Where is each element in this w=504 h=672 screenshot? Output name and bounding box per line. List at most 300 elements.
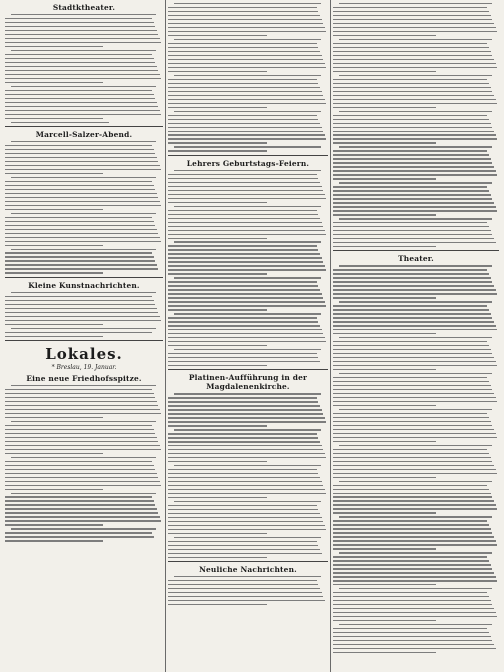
text-line <box>11 328 156 329</box>
text-line <box>168 604 267 605</box>
text-line <box>168 529 326 530</box>
text-line <box>333 536 494 537</box>
text-line <box>333 612 496 613</box>
text-line <box>168 329 322 330</box>
text-line <box>339 624 492 625</box>
text-line <box>333 198 492 199</box>
text-line <box>5 221 154 222</box>
text-line <box>168 584 318 585</box>
text-line <box>5 312 158 313</box>
text-line <box>333 19 492 20</box>
text-line <box>333 345 489 346</box>
text-line <box>5 320 161 321</box>
text-line <box>339 218 492 219</box>
text-line <box>168 23 323 24</box>
text-line <box>5 245 103 246</box>
text-line <box>333 473 497 474</box>
text-line <box>168 553 322 554</box>
text-line <box>168 489 325 490</box>
text-line <box>333 186 487 187</box>
text-line <box>5 78 161 79</box>
text-line <box>174 206 321 207</box>
text-line <box>168 210 317 211</box>
text-line <box>168 190 323 191</box>
text-line <box>333 166 494 167</box>
text-line <box>11 177 156 178</box>
text-line <box>333 365 497 366</box>
text-line <box>5 469 155 470</box>
text-line <box>5 336 103 337</box>
text-line <box>5 62 155 63</box>
text-line <box>5 90 152 91</box>
text-line <box>174 349 321 350</box>
text-line <box>333 222 487 223</box>
text-line <box>168 592 322 593</box>
text-line <box>333 43 487 44</box>
text-line <box>5 145 152 146</box>
text-line <box>5 102 157 103</box>
text-line <box>5 54 152 55</box>
text-line <box>5 157 157 158</box>
text-line <box>168 253 320 254</box>
text-line <box>168 99 325 100</box>
text-line <box>5 504 155 505</box>
text-line <box>333 528 491 529</box>
text-line <box>333 381 489 382</box>
text-line <box>333 309 489 310</box>
text-line <box>333 210 497 211</box>
text-line <box>339 111 492 112</box>
text-line <box>333 548 436 549</box>
text-line <box>5 268 158 269</box>
text-line <box>5 516 160 517</box>
text-line <box>168 269 326 270</box>
text-line <box>333 453 489 454</box>
text-line <box>168 273 267 274</box>
text-line <box>168 261 323 262</box>
text-line <box>168 493 326 494</box>
text-line <box>5 34 158 35</box>
text-line <box>5 225 155 226</box>
text-line <box>333 493 491 494</box>
text-line <box>333 214 436 215</box>
text-line <box>333 592 487 593</box>
text-line <box>168 525 325 526</box>
text-line <box>168 401 318 402</box>
text-line <box>5 453 103 454</box>
section-heading: Eine neue Friedhofsspitze. <box>26 373 142 383</box>
text-line <box>5 536 154 537</box>
text-line <box>168 226 323 227</box>
text-line <box>5 405 158 406</box>
text-line <box>5 437 157 438</box>
divider <box>5 340 163 341</box>
text-line <box>168 63 325 64</box>
text-line <box>333 556 487 557</box>
text-line <box>5 70 158 71</box>
text-line <box>168 131 323 132</box>
text-line <box>333 71 436 72</box>
column-rule <box>165 0 166 672</box>
text-line <box>5 316 160 317</box>
text-line <box>339 265 492 266</box>
text-line <box>11 122 109 123</box>
section-heading: Lehrers Geburtstags-Feiern. <box>186 158 310 168</box>
text-line <box>168 51 320 52</box>
text-line <box>333 269 487 270</box>
text-line <box>333 433 496 434</box>
text-line <box>168 249 318 250</box>
text-line <box>168 365 267 366</box>
text-line <box>11 86 156 87</box>
text-line <box>168 353 317 354</box>
text-line <box>168 127 322 128</box>
text-line <box>333 31 497 32</box>
text-line <box>333 123 491 124</box>
text-line <box>333 385 491 386</box>
text-line <box>333 170 496 171</box>
text-line <box>333 504 496 505</box>
section-heading: Platinen-Aufführung in der Magdalenenkirche. <box>188 373 308 392</box>
text-line <box>333 485 487 486</box>
text-line <box>168 214 318 215</box>
text-line <box>168 477 320 478</box>
text-line <box>11 528 156 529</box>
text-line <box>333 429 494 430</box>
text-line <box>333 584 436 585</box>
text-line <box>333 568 492 569</box>
text-line <box>333 512 436 513</box>
text-line <box>333 321 494 322</box>
text-line <box>333 465 494 466</box>
text-line <box>168 545 318 546</box>
text-line <box>168 238 267 239</box>
text-line <box>333 600 491 601</box>
text-line <box>168 497 267 498</box>
text-line <box>333 357 494 358</box>
text-line <box>168 186 322 187</box>
text-line <box>5 393 154 394</box>
text-line <box>168 31 326 32</box>
text-line <box>5 477 158 478</box>
text-line <box>168 174 317 175</box>
text-line <box>333 246 436 247</box>
text-line <box>333 107 436 108</box>
text-line <box>339 552 492 553</box>
text-line <box>339 373 492 374</box>
text-line <box>333 242 496 243</box>
text-line <box>168 301 325 302</box>
text-line <box>333 313 491 314</box>
text-line <box>168 485 323 486</box>
text-line <box>5 149 154 150</box>
text-line <box>174 393 321 394</box>
text-line <box>339 588 492 589</box>
text-line <box>5 308 157 309</box>
column-middle <box>168 0 328 672</box>
text-line <box>168 79 317 80</box>
text-line <box>333 297 436 298</box>
text-line <box>11 421 156 422</box>
text-line <box>5 304 155 305</box>
text-line <box>168 397 317 398</box>
text-line <box>333 154 489 155</box>
text-line <box>333 134 496 135</box>
text-line <box>168 134 325 135</box>
text-line <box>333 35 436 36</box>
text-line <box>333 99 496 100</box>
section-heading: Neuliche Nachrichten. <box>199 565 297 575</box>
column-rule <box>330 0 331 672</box>
text-line <box>333 115 487 116</box>
text-line <box>5 512 158 513</box>
text-line <box>5 332 152 333</box>
text-line <box>5 38 160 39</box>
divider <box>5 277 163 278</box>
section-heading: Marcell-Salzer-Abend. <box>35 129 133 139</box>
text-line <box>333 636 491 637</box>
text-line <box>168 509 318 510</box>
text-line <box>168 71 267 72</box>
text-line <box>5 82 103 83</box>
text-line <box>333 644 494 645</box>
text-line <box>168 281 317 282</box>
text-line <box>339 39 492 40</box>
text-line <box>333 333 436 334</box>
text-line <box>333 7 487 8</box>
text-line <box>333 95 494 96</box>
text-line <box>333 572 494 573</box>
text-line <box>5 524 103 525</box>
text-line <box>333 230 491 231</box>
text-line <box>5 508 157 509</box>
divider <box>333 250 499 251</box>
text-line <box>168 138 326 139</box>
text-line <box>5 153 155 154</box>
text-line <box>168 178 318 179</box>
text-line <box>339 337 492 338</box>
text-line <box>174 146 321 147</box>
text-line <box>5 98 155 99</box>
text-line <box>333 508 497 509</box>
text-line <box>168 218 320 219</box>
text-line <box>168 517 322 518</box>
text-line <box>333 457 491 458</box>
text-line <box>333 281 492 282</box>
text-line <box>168 222 322 223</box>
text-line <box>339 3 492 4</box>
text-line <box>5 252 152 253</box>
text-line <box>168 245 317 246</box>
text-line <box>333 55 492 56</box>
text-line <box>168 182 320 183</box>
text-line <box>5 189 155 190</box>
text-line <box>168 513 320 514</box>
text-line <box>333 138 497 139</box>
text-line <box>168 505 317 506</box>
text-line <box>333 652 436 653</box>
text-line <box>5 256 154 257</box>
text-line <box>168 43 317 44</box>
text-line <box>168 87 320 88</box>
text-line <box>333 23 494 24</box>
text-line <box>168 521 323 522</box>
text-line <box>168 445 322 446</box>
text-line <box>333 83 489 84</box>
text-line <box>168 19 322 20</box>
text-line <box>333 67 497 68</box>
text-line <box>333 59 494 60</box>
text-line <box>333 150 487 151</box>
text-line <box>5 197 158 198</box>
text-line <box>168 549 320 550</box>
text-line <box>168 333 323 334</box>
text-line <box>168 285 318 286</box>
text-line <box>5 46 103 47</box>
text-line <box>11 385 156 386</box>
text-line <box>333 178 436 179</box>
text-line <box>339 445 492 446</box>
text-line <box>5 324 103 325</box>
text-line <box>333 15 491 16</box>
text-line <box>333 349 491 350</box>
text-line <box>333 477 436 478</box>
text-line <box>168 27 325 28</box>
text-line <box>168 67 326 68</box>
text-line <box>168 150 267 151</box>
text-line <box>333 325 496 326</box>
text-line <box>333 119 489 120</box>
text-line <box>5 229 157 230</box>
text-line <box>168 533 267 534</box>
text-line <box>168 417 325 418</box>
text-line <box>5 441 158 442</box>
text-line <box>168 433 317 434</box>
text-line <box>5 110 160 111</box>
text-line <box>339 75 492 76</box>
local-section-title: Lokales. <box>45 344 123 363</box>
text-line <box>168 473 318 474</box>
text-line <box>168 198 326 199</box>
text-line <box>333 305 487 306</box>
text-line <box>5 413 161 414</box>
text-line <box>168 194 325 195</box>
text-line <box>168 55 322 56</box>
text-line <box>333 648 496 649</box>
text-line <box>333 524 489 525</box>
text-line <box>168 293 322 294</box>
text-line <box>333 206 496 207</box>
text-line <box>5 445 160 446</box>
text-line <box>168 453 325 454</box>
text-line <box>5 66 157 67</box>
text-line <box>333 329 497 330</box>
text-line <box>339 146 492 147</box>
text-line <box>333 449 487 450</box>
text-line <box>5 425 152 426</box>
text-line <box>168 83 318 84</box>
text-line <box>168 541 317 542</box>
text-line <box>168 35 267 36</box>
text-line <box>11 14 156 15</box>
text-line <box>5 165 160 166</box>
text-line <box>5 169 161 170</box>
text-line <box>168 405 320 406</box>
text-line <box>168 202 267 203</box>
text-line <box>339 301 492 302</box>
text-line <box>333 496 492 497</box>
text-line <box>168 234 326 235</box>
text-line <box>5 485 161 486</box>
text-line <box>174 429 321 430</box>
text-line <box>333 632 489 633</box>
text-line <box>168 588 320 589</box>
text-line <box>168 437 318 438</box>
text-line <box>333 560 489 561</box>
text-line <box>5 429 154 430</box>
text-line <box>168 345 267 346</box>
text-line <box>339 481 492 482</box>
text-line <box>11 141 156 142</box>
text-line <box>168 119 318 120</box>
text-line <box>333 238 494 239</box>
text-line <box>333 341 487 342</box>
text-line <box>333 174 497 175</box>
text-line <box>174 39 321 40</box>
text-line <box>174 537 321 538</box>
text-line <box>333 234 492 235</box>
text-line <box>5 489 103 490</box>
text-line <box>168 469 317 470</box>
text-line <box>333 377 487 378</box>
text-line <box>333 616 497 617</box>
text-line <box>5 417 103 418</box>
text-line <box>5 500 154 501</box>
text-line <box>5 397 155 398</box>
text-line <box>5 496 152 497</box>
text-line <box>333 353 492 354</box>
text-line <box>5 296 152 297</box>
text-line <box>168 230 325 231</box>
text-line <box>174 111 321 112</box>
text-line <box>168 11 318 12</box>
text-line <box>5 74 160 75</box>
text-line <box>333 293 497 294</box>
text-line <box>5 193 157 194</box>
text-line <box>168 457 326 458</box>
text-line <box>333 369 436 370</box>
text-line <box>174 75 321 76</box>
text-line <box>333 103 497 104</box>
text-line <box>168 47 318 48</box>
text-line <box>5 520 161 521</box>
text-line <box>168 413 323 414</box>
text-line <box>5 233 158 234</box>
text-line <box>5 106 158 107</box>
text-line <box>168 305 326 306</box>
text-line <box>168 15 320 16</box>
text-line <box>333 544 497 545</box>
text-line <box>11 493 156 494</box>
text-line <box>168 309 267 310</box>
text-line <box>168 441 320 442</box>
text-line <box>333 417 489 418</box>
text-line <box>333 628 487 629</box>
text-line <box>5 433 155 434</box>
text-line <box>168 580 317 581</box>
text-line <box>5 481 160 482</box>
text-line <box>5 241 161 242</box>
